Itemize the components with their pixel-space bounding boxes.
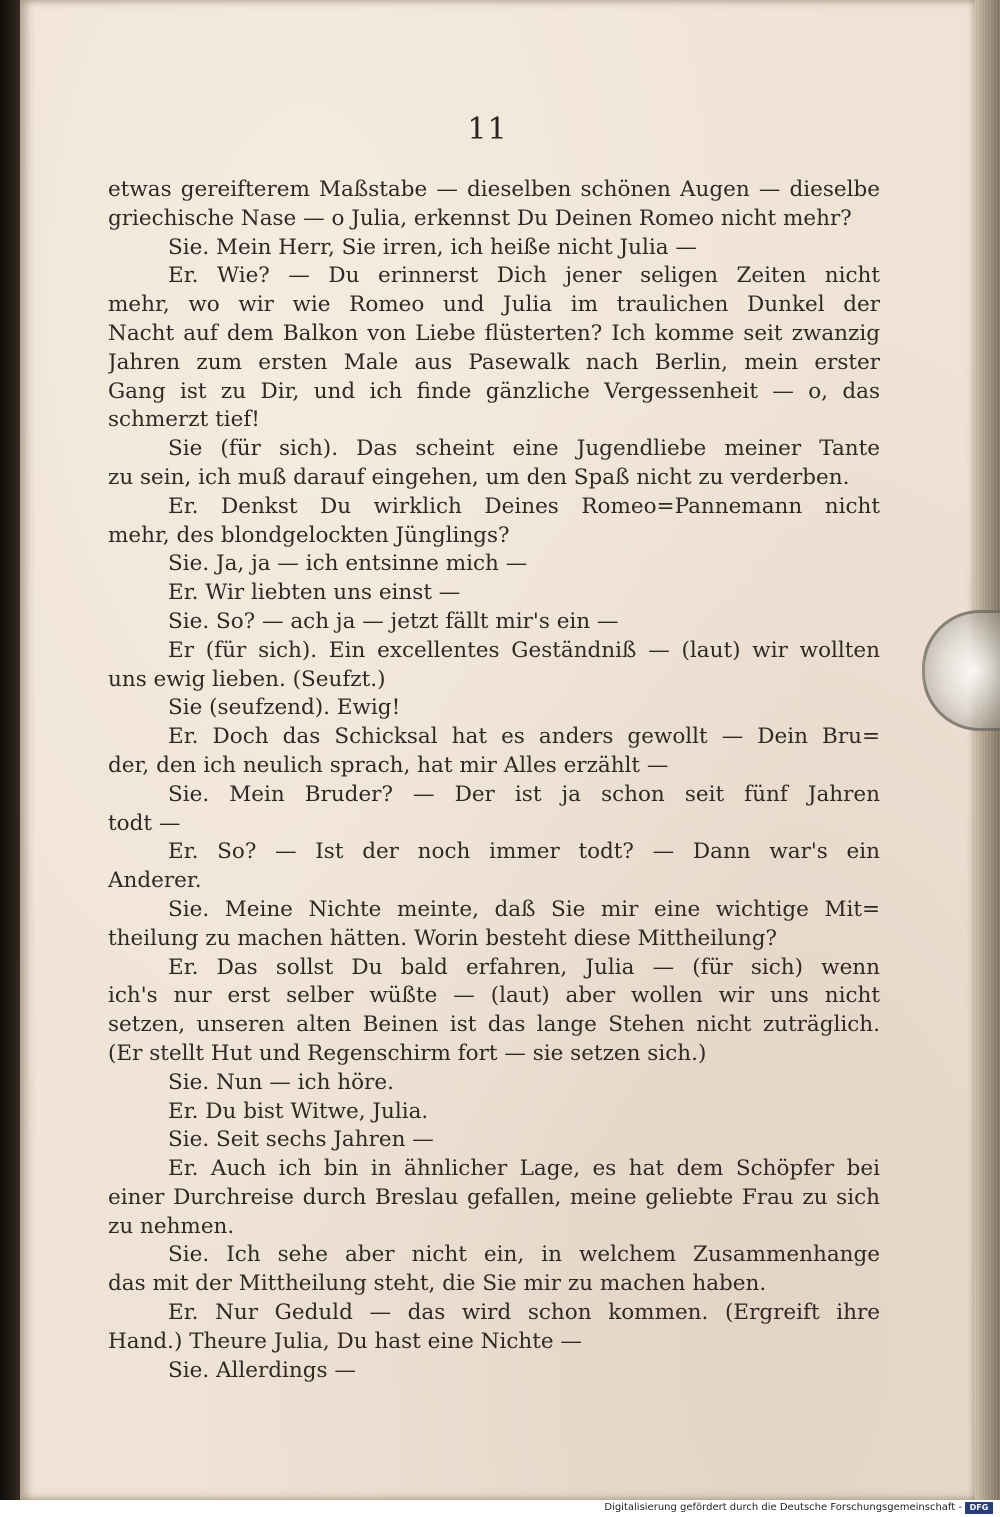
- text-line: setzen, unseren alten Beinen ist das lange Stehen nicht zuträglich.: [108, 1012, 880, 1038]
- text-line: Hand.) Theure Julia, Du hast eine Nichte —: [108, 1328, 582, 1354]
- text-line: Jahren zum ersten Male aus Pasewalk nach Berlin, mein erster: [108, 349, 880, 375]
- text-line: todt —: [108, 810, 181, 836]
- text-line: ich's nur erst selber wüßte — (laut) aber wollen wir uns nicht: [108, 983, 880, 1009]
- text-line: Er. Auch ich bin in ähnlicher Lage, es hat dem Schöpfer bei: [168, 1156, 880, 1182]
- text-line: Sie. Mein Bruder? — Der ist ja schon seit fünf Jahren: [168, 781, 880, 807]
- text-line: etwas gereifterem Maßstabe — dieselben schönen Augen — dieselbe: [108, 177, 880, 202]
- text-line: mehr, des blondgelockten Jünglings?: [108, 522, 510, 548]
- text-line: Er. Denkst Du wirklich Deines Romeo=Pannemann nicht: [168, 493, 880, 519]
- text-line: Er. Wir liebten uns einst —: [168, 580, 461, 606]
- text-line: Er. Wie? — Du erinnerst Dich jener seligen Zeiten nicht: [168, 263, 880, 289]
- text-line: Sie (seufzend). Ewig!: [168, 695, 401, 721]
- text-line: Sie. So? — ach ja — jetzt fällt mir's ein —: [168, 608, 619, 634]
- digitization-credit: Digitalisierung gefördert durch die Deutsche Forschungsgemeinschaft -: [604, 1502, 962, 1513]
- text-line: Nacht auf dem Balkon von Liebe flüsterten? Ich komme seit zwanzig: [108, 320, 880, 346]
- text-line: Sie. Meine Nichte meinte, daß Sie mir eine wichtige Mit=: [168, 896, 880, 922]
- text-line: Sie. Allerdings —: [168, 1357, 356, 1383]
- text-line: Sie. Nun — ich höre.: [168, 1069, 394, 1095]
- text-line: Er. Du bist Witwe, Julia.: [168, 1098, 429, 1124]
- text-line: Sie (für sich). Das scheint eine Jugendliebe meiner Tante: [168, 436, 880, 462]
- text-line: griechische Nase — o Julia, erkennst Du Deinen Romeo nicht mehr?: [108, 205, 852, 231]
- text-line: Er. Doch das Schicksal hat es anders gewollt — Dein Bru=: [168, 724, 880, 750]
- text-line: Sie. Ja, ja — ich entsinne mich —: [168, 551, 528, 577]
- text-line: zu sein, ich muß darauf eingehen, um den Spaß nicht zu verderben.: [108, 464, 850, 490]
- book-binding-edge: [0, 0, 22, 1500]
- text-line: Er. So? — Ist der noch immer todt? — Dann war's ein: [168, 839, 880, 865]
- text-line: theilung zu machen hätten. Worin besteht diese Mittheilung?: [108, 925, 777, 951]
- text-line: Er. Das sollst Du bald erfahren, Julia — (für sich) wenn: [168, 954, 880, 980]
- book-page: [20, 0, 975, 1500]
- text-line: mehr, wo wir wie Romeo und Julia im traulichen Dunkel der: [108, 292, 880, 318]
- text-line: Sie. Mein Herr, Sie irren, ich heiße nicht Julia —: [168, 234, 697, 260]
- text-line: Anderer.: [108, 868, 202, 894]
- text-line: uns ewig lieben. (Seufzt.): [108, 666, 386, 692]
- text-line: der, den ich neulich sprach, hat mir Alles erzählt —: [108, 752, 669, 778]
- text-line: Gang ist zu Dir, und ich finde gänzliche Vergessenheit — o, das: [108, 378, 880, 404]
- text-line: schmerzt tief!: [108, 407, 260, 433]
- text-line: einer Durchreise durch Breslau gefallen, meine geliebte Frau zu sich: [108, 1184, 880, 1210]
- text-line: das mit der Mittheilung steht, die Sie mir zu machen haben.: [108, 1271, 767, 1297]
- text-line: zu nehmen.: [108, 1213, 235, 1239]
- page-text: [108, 176, 880, 1385]
- text-line: Er. Nur Geduld — das wird schon kommen. (Ergreift ihre: [168, 1300, 880, 1326]
- book-fore-edge: [975, 0, 1000, 1500]
- dfg-logo: DFG: [965, 1502, 993, 1514]
- page-number: 11: [467, 112, 508, 147]
- text-line: Sie. Seit sechs Jahren —: [168, 1127, 434, 1153]
- text-line: Er (für sich). Ein excellentes Geständniß — (laut) wir wollten: [168, 637, 880, 663]
- text-line: Sie. Ich sehe aber nicht ein, in welchem Zusammenhange: [168, 1242, 880, 1268]
- text-line: (Er stellt Hut und Regenschirm fort — sie setzen sich.): [108, 1040, 707, 1066]
